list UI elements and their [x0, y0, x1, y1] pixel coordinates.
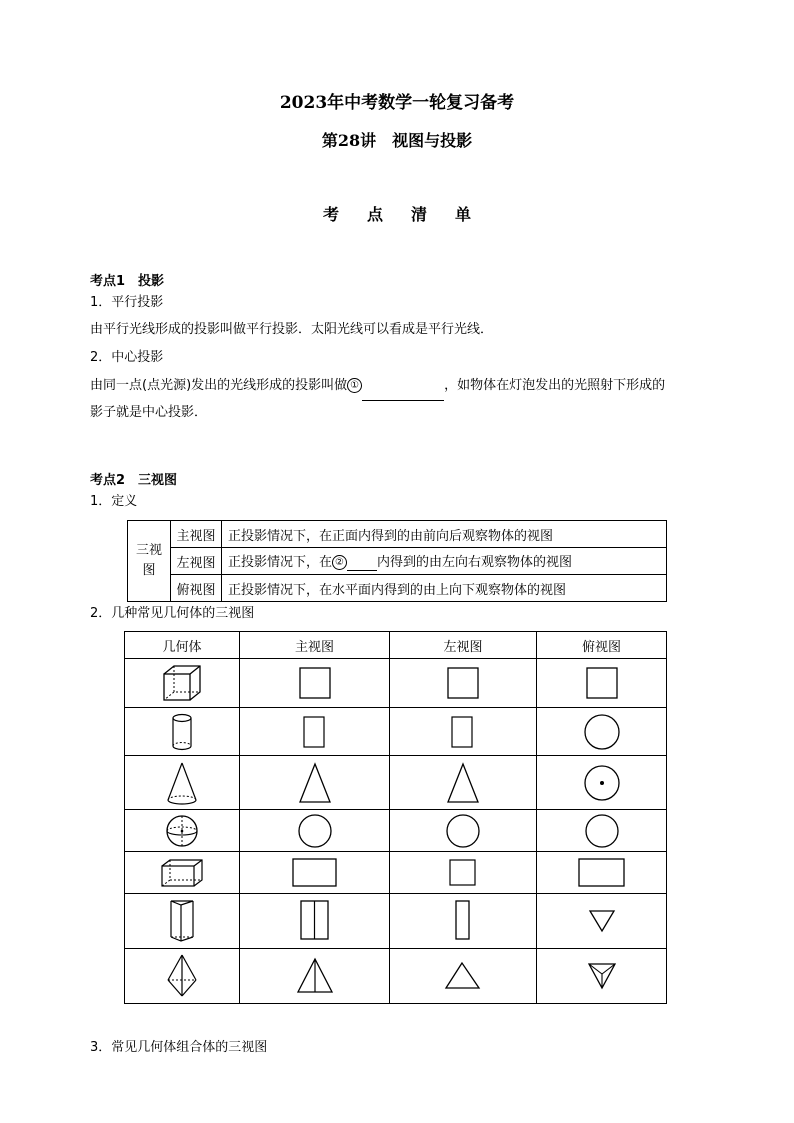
view-description: 正投影情况下，在 ② 内得到的由左向右观察物体的视图	[222, 548, 667, 575]
table-row	[125, 659, 667, 708]
blank1-line[interactable]	[362, 372, 444, 401]
wide-rectangle-icon	[577, 857, 627, 889]
divided-rectangle-icon	[299, 899, 331, 943]
circle-with-center-dot-icon	[582, 763, 622, 803]
kaodian1-item1-text: 由平行光线形成的投影叫做平行投影．太阳光线可以看成是平行光线．	[90, 322, 494, 337]
kaodian1-title: 考点1 投影	[90, 274, 165, 289]
blank1-mark: ①	[347, 378, 362, 393]
table-row	[125, 949, 667, 1004]
kaodian2-item1-title: 1．定义	[90, 494, 138, 509]
header-solid: 几何体	[125, 632, 240, 659]
cube-icon	[160, 663, 204, 703]
circle-icon	[297, 813, 333, 849]
cylinder-icon	[169, 712, 195, 752]
triangle-with-center-lines-icon	[586, 961, 618, 991]
table-row	[125, 708, 667, 756]
sphere-icon	[164, 813, 200, 849]
table-row	[125, 810, 667, 852]
divided-triangle-icon	[295, 956, 335, 996]
blank2-line[interactable]	[347, 555, 377, 571]
view-description: 正投影情况下，在正面内得到的由前向后观察物体的视图	[222, 521, 667, 548]
item2-text-before: 由同一点(点光源)发出的光线形成的投影叫做	[90, 378, 348, 393]
rectangular-prism-icon	[159, 857, 205, 889]
kaodian2-item2-title: 2．几种常见几何体的三视图	[90, 606, 255, 621]
view-name: 俯视图	[171, 575, 222, 602]
triangle-icon	[297, 761, 333, 805]
inverted-triangle-icon	[587, 908, 617, 934]
square-icon	[446, 666, 480, 700]
table-row	[128, 575, 667, 602]
small-square-icon	[448, 858, 478, 888]
rectangle-icon	[450, 715, 476, 749]
view-name: 左视图	[171, 548, 222, 575]
triangle-icon	[445, 761, 481, 805]
triangle-icon	[443, 960, 483, 992]
narrow-rectangle-icon	[454, 899, 472, 943]
kaodian1-item2-title: 2．中心投影	[90, 350, 164, 365]
kaodian1-item1-title: 1．平行投影	[90, 295, 164, 310]
header-front-view: 主视图	[240, 632, 390, 659]
kaodian1-item2-line2: 影子就是中心投影．	[90, 405, 208, 420]
wide-rectangle-icon	[291, 857, 339, 889]
view-name: 主视图	[171, 521, 222, 548]
table-row	[125, 852, 667, 894]
header-top-view: 俯视图	[537, 632, 667, 659]
table-row	[128, 521, 667, 548]
kaodian2-title: 考点2 三视图	[90, 473, 178, 488]
rectangle-icon	[302, 715, 328, 749]
cone-icon	[164, 760, 200, 806]
table-header-row	[125, 632, 667, 659]
square-icon	[298, 666, 332, 700]
view-description: 正投影情况下，在水平面内得到的由上向下观察物体的视图	[222, 575, 667, 602]
circle-icon	[584, 813, 620, 849]
table-row	[125, 756, 667, 810]
triangular-prism-icon	[167, 897, 197, 945]
kaodian1-item2-paragraph	[90, 372, 710, 401]
solids-table	[124, 631, 667, 1004]
blank2-mark: ②	[332, 555, 347, 570]
section-heading: 考点清单	[322, 205, 499, 224]
lecture-title: 第28讲 视图与投影	[321, 131, 473, 150]
table-row	[128, 548, 667, 575]
square-icon	[585, 666, 619, 700]
item2-text-after: ，如物体在灯泡发出的光照射下形成的	[444, 378, 666, 393]
table-row	[125, 894, 667, 949]
definition-table	[127, 520, 667, 602]
header-left-view: 左视图	[390, 632, 537, 659]
definition-category: 三视图	[128, 521, 171, 602]
document-title: 2023年中考数学一轮复习备考	[279, 93, 515, 113]
circle-icon	[582, 712, 622, 752]
circle-icon	[445, 813, 481, 849]
triangular-pyramid-icon	[165, 952, 199, 1000]
kaodian2-item3-title: 3．常见几何体组合体的三视图	[90, 1040, 268, 1055]
